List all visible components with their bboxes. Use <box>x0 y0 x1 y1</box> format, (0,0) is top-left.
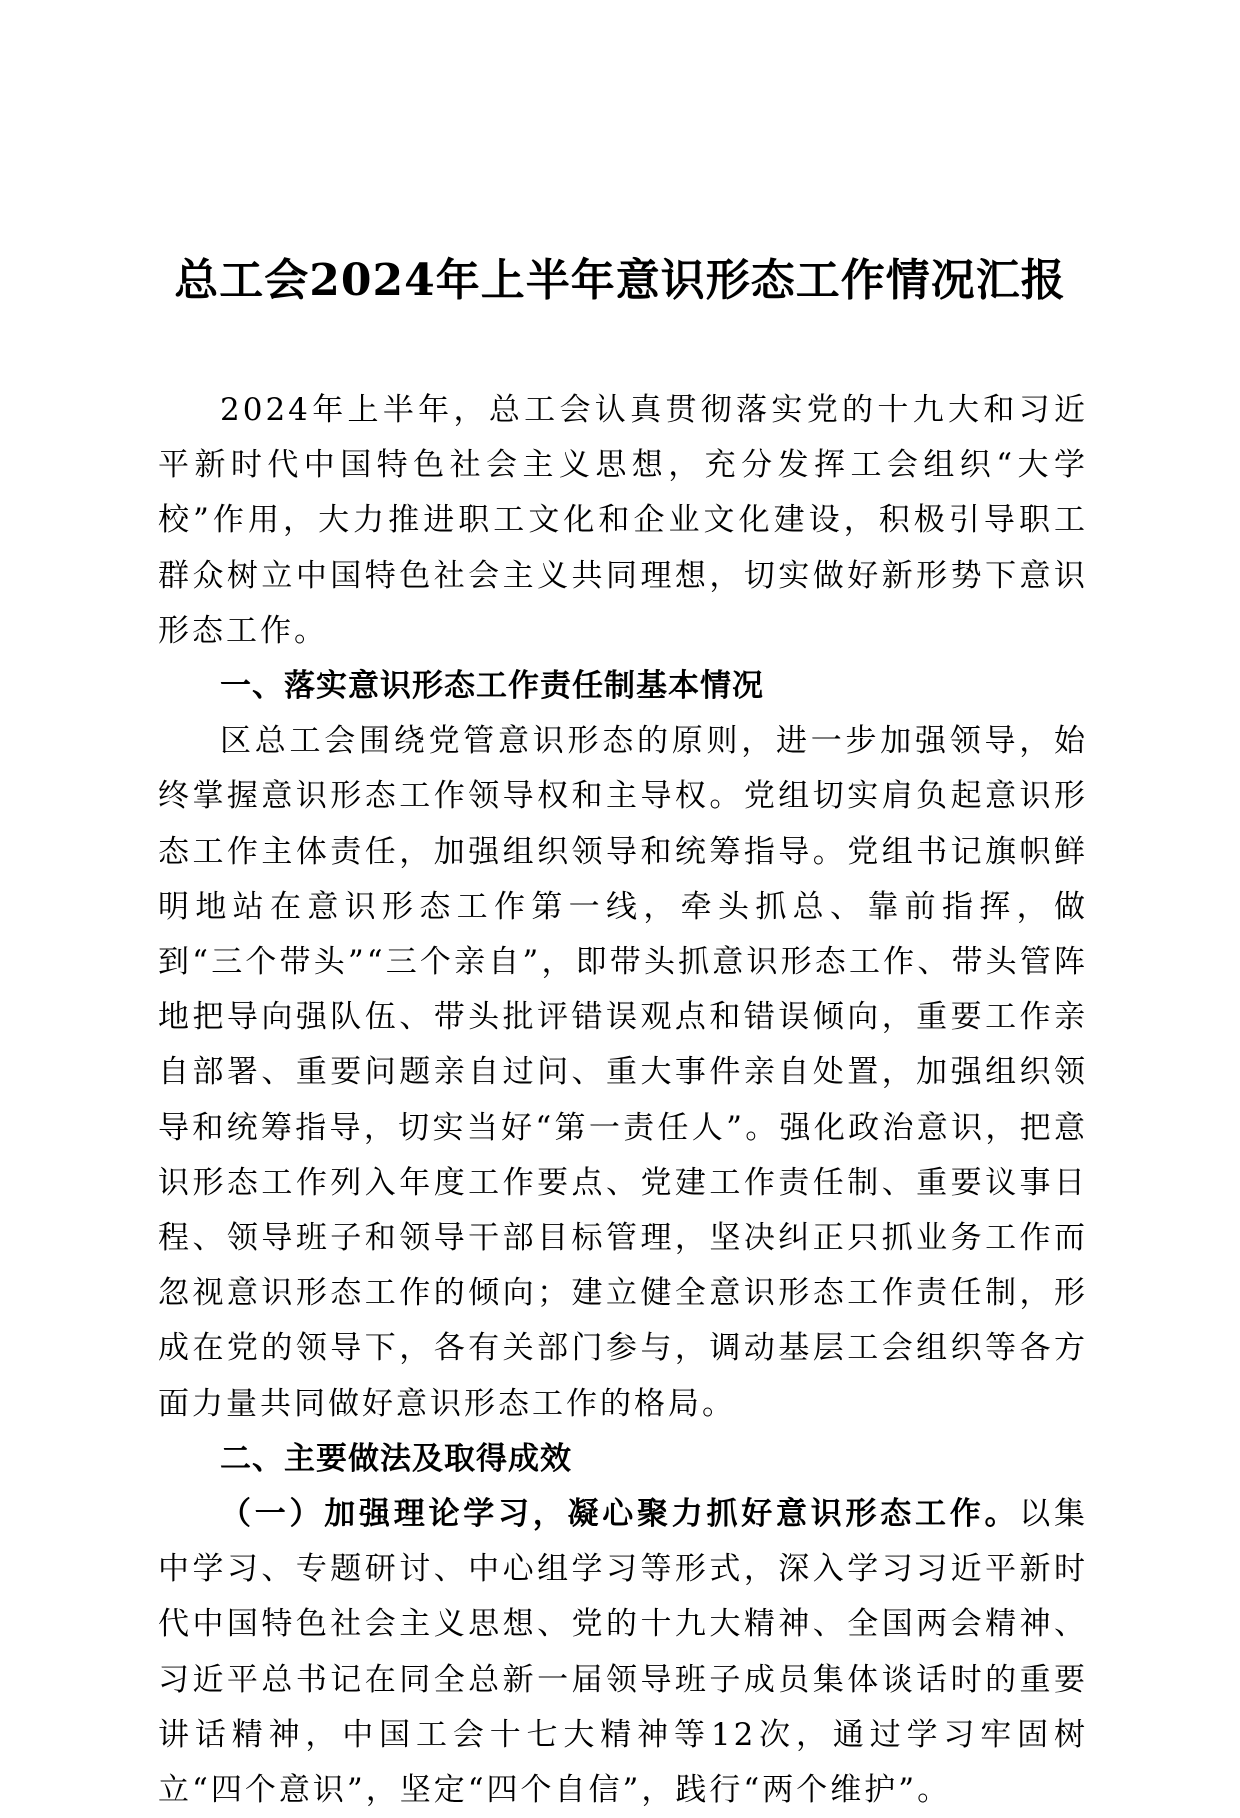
document-body <box>158 383 1088 1818</box>
subsection-1-text: 以集中学习、专题研讨、中心组学习等形式，深入学习习近平新时代中国特色社会主义思想、党的十九大精神、全国两会精神、习近平总书记在同全总新一届领导班子成员集体谈话时的重要讲话精神，中国工会十七大精神等12次，通过学习牢固树立“四个意识”，坚定“四个自信”，践行“两个维护”。 <box>158 1496 1088 1809</box>
intro-paragraph: 2024年上半年，总工会认真贯彻落实党的十九大和习近平新时代中国特色社会主义思想，充分发挥工会组织“大学校”作用，大力推进职工文化和企业文化建设，积极引导职工群众树立中国特色社会主义共同理想，切实做好新形势下意识形态工作。 <box>158 392 1088 649</box>
section-2-heading: 二、主要做法及取得成效 <box>220 1440 572 1477</box>
section-2-subsection-1 <box>158 1487 1088 1818</box>
subsection-1-lead: （一）加强理论学习，凝心聚力抓好意识形态工作。 <box>220 1496 1020 1533</box>
document-title: 总工会2024年上半年意识形态工作情况汇报 <box>174 255 1066 306</box>
section-1-paragraph: 区总工会围绕党管意识形态的原则，进一步加强领导，始终掌握意识形态工作领导权和主导权。党组切实肩负起意识形态工作主体责任，加强组织领导和统筹指导。党组书记旗帜鲜明地站在意识形态工作第一线，牵头抓总、靠前指挥，做到“三个带头”“三个亲自”，即带头抓意识形态工作、带头管阵地把导向强队伍、带头批评错误观点和错误倾向，重要工作亲自部署、重要问题亲自过问、重大事件亲自处置，加强组织领导和统筹指导，切实当好“第一责任人”。强化政治意识，把意识形态工作列入年度工作要点、党建工作责任制、重要议事日程、领导班子和领导干部目标管理，坚决纠正只抓业务工作而忽视意识形态工作的倾向；建立健全意识形态工作责任制，形成在党的领导下，各有关部门参与，调动基层工会组织等各方面力量共同做好意识形态工作的格局。 <box>158 723 1088 1422</box>
section-1-heading: 一、落实意识形态工作责任制基本情况 <box>220 668 764 705</box>
